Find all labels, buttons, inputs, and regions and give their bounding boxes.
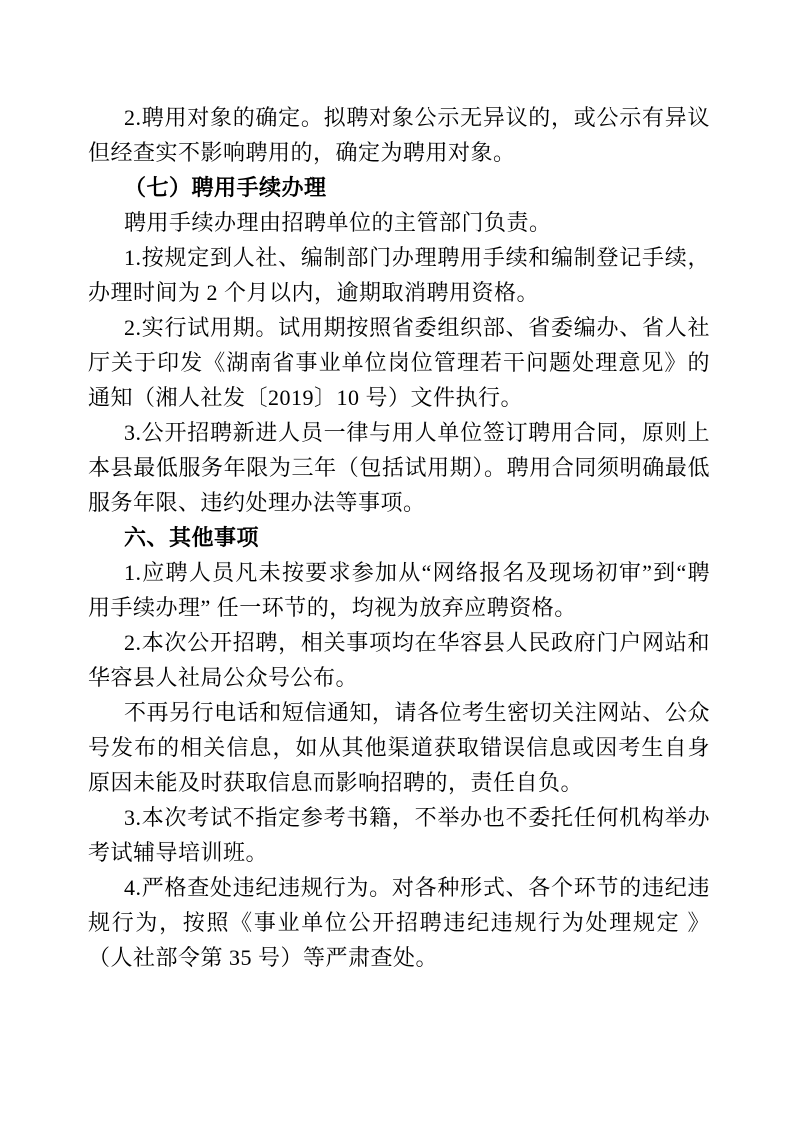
paragraph: 3.公开招聘新进人员一律与用人单位签订聘用合同，原则上本县最低服务年限为三年（包括试用期）。聘用合同须明确最低服务年限、违约处理办法等事项。 [88, 420, 710, 515]
paragraph: 1.按规定到人社、编制部门办理聘用手续和编制登记手续，办理时间为 2 个月以内，逾期取消聘用资格。 [88, 245, 710, 305]
paragraph: 2.实行试用期。试用期按照省委组织部、省委编办、省人社厅关于印发《湖南省事业单位岗位管理若干问题处理意见》的通知（湘人社发〔2019〕10 号）文件执行。 [88, 315, 710, 410]
paragraph: 2.聘用对象的确定。拟聘对象公示无异议的，或公示有异议但经查实不影响聘用的，确定为聘用对象。 [88, 105, 710, 165]
section-heading: 六、其他事项 [124, 525, 260, 550]
paragraph: 聘用手续办理由招聘单位的主管部门负责。 [124, 210, 552, 235]
paragraph: 4.严格查处违纪违规行为。对各种形式、各个环节的违纪违规行为，按照《事业单位公开招聘违纪违规行为处理规定 》（人社部令第 35 号）等严肃查处。 [88, 875, 710, 970]
paragraph: 1.应聘人员凡未按要求参加从“网络报名及现场初审”到“聘用手续办理” 任一环节的，均视为放弃应聘资格。 [88, 560, 710, 620]
paragraph: 2.本次公开招聘，相关事项均在华容县人民政府门户网站和华容县人社局公众号公布。 [88, 630, 710, 690]
paragraph: 3.本次考试不指定参考书籍，不举办也不委托任何机构举办考试辅导培训班。 [88, 805, 710, 865]
section-heading: （七）聘用手续办理 [124, 175, 327, 200]
document-body [88, 100, 710, 975]
paragraph: 不再另行电话和短信通知，请各位考生密切关注网站、公众号发布的相关信息，如从其他渠道获取错误信息或因考生自身原因未能及时获取信息而影响招聘的，责任自负。 [88, 700, 710, 795]
